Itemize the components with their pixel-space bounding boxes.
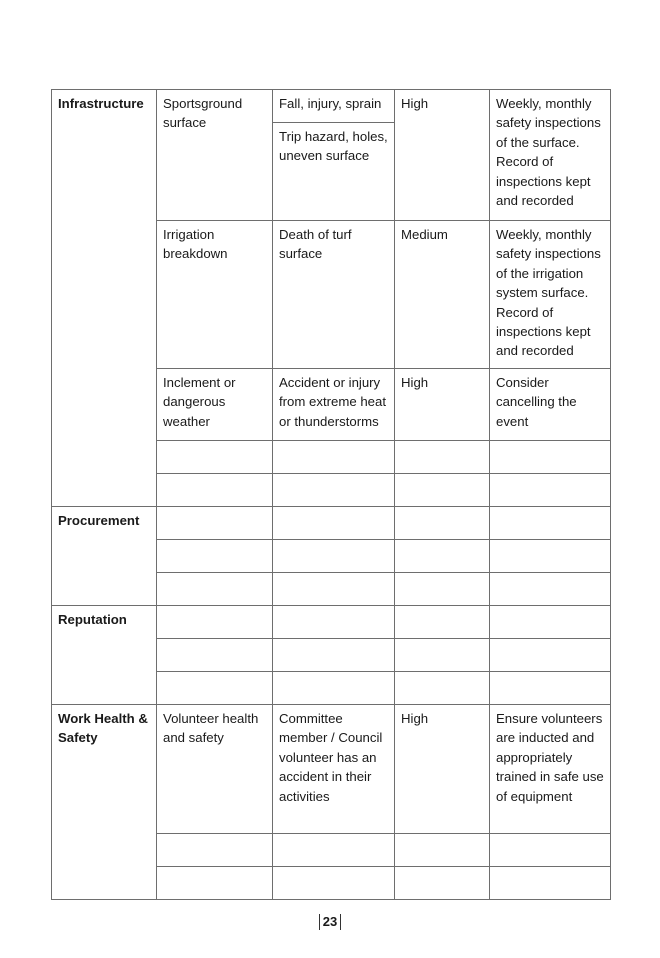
empty-cell [273,672,395,705]
risk-rating-cell: High [395,705,490,834]
risk-rating-cell: High [395,369,490,441]
empty-cell [273,606,395,639]
risk-description-cell: Death of turf surface [273,221,395,369]
empty-cell [490,441,611,474]
risk-control-cell: Ensure volunteers are inducted and appropriately trained in safe use of equipment [490,705,611,834]
table-row [52,90,611,123]
risk-description-cell: Accident or injury from extreme heat or thunderstorms [273,369,395,441]
empty-cell [157,639,273,672]
empty-cell [157,507,273,540]
page-footer [0,914,660,930]
empty-cell [395,540,490,573]
empty-cell [157,867,273,900]
risk-control-cell: Weekly, monthly safety inspections of the surface. Record of inspections kept and recorded [490,90,611,221]
empty-cell [395,672,490,705]
empty-cell [490,507,611,540]
page-number: 23 [319,914,341,930]
risk-description-cell: Committee member / Council volunteer has an accident in their activities [273,705,395,834]
risk-rating-cell: Medium [395,221,490,369]
empty-cell [490,474,611,507]
empty-cell [490,540,611,573]
risk-item-cell: Sportsground surface [157,90,273,221]
category-work-health-safety: Work Health & Safety [52,705,157,900]
table-row [52,705,611,834]
empty-cell [490,672,611,705]
empty-cell [395,474,490,507]
category-infrastructure: Infrastructure [52,90,157,507]
empty-cell [490,867,611,900]
category-reputation: Reputation [52,606,157,705]
empty-cell [395,573,490,606]
empty-cell [157,441,273,474]
risk-control-cell: Weekly, monthly safety inspections of the irrigation system surface. Record of inspections kept and recorded [490,221,611,369]
empty-cell [395,867,490,900]
empty-cell [157,474,273,507]
empty-cell [490,834,611,867]
empty-cell [395,639,490,672]
risk-item-cell: Volunteer health and safety [157,705,273,834]
empty-cell [157,540,273,573]
empty-cell [273,507,395,540]
empty-cell [273,573,395,606]
risk-item-cell: Irrigation breakdown [157,221,273,369]
empty-cell [490,573,611,606]
empty-cell [490,606,611,639]
empty-cell [273,834,395,867]
empty-cell [157,834,273,867]
risk-table [51,89,611,900]
empty-cell [273,867,395,900]
empty-cell [395,606,490,639]
empty-cell [273,540,395,573]
category-procurement: Procurement [52,507,157,606]
empty-cell [395,834,490,867]
empty-cell [395,441,490,474]
empty-cell [273,639,395,672]
risk-description-cell: Fall, injury, sprain [273,90,395,123]
risk-rating-cell: High [395,90,490,221]
empty-cell [395,507,490,540]
empty-cell [157,672,273,705]
risk-control-cell: Consider cancelling the event [490,369,611,441]
empty-cell [273,474,395,507]
empty-cell [157,573,273,606]
table-row [52,507,611,540]
empty-cell [157,606,273,639]
risk-item-cell: Inclement or dangerous weather [157,369,273,441]
empty-cell [490,639,611,672]
table-row [52,606,611,639]
empty-cell [273,441,395,474]
risk-description-cell: Trip hazard, holes, uneven surface [273,123,395,221]
